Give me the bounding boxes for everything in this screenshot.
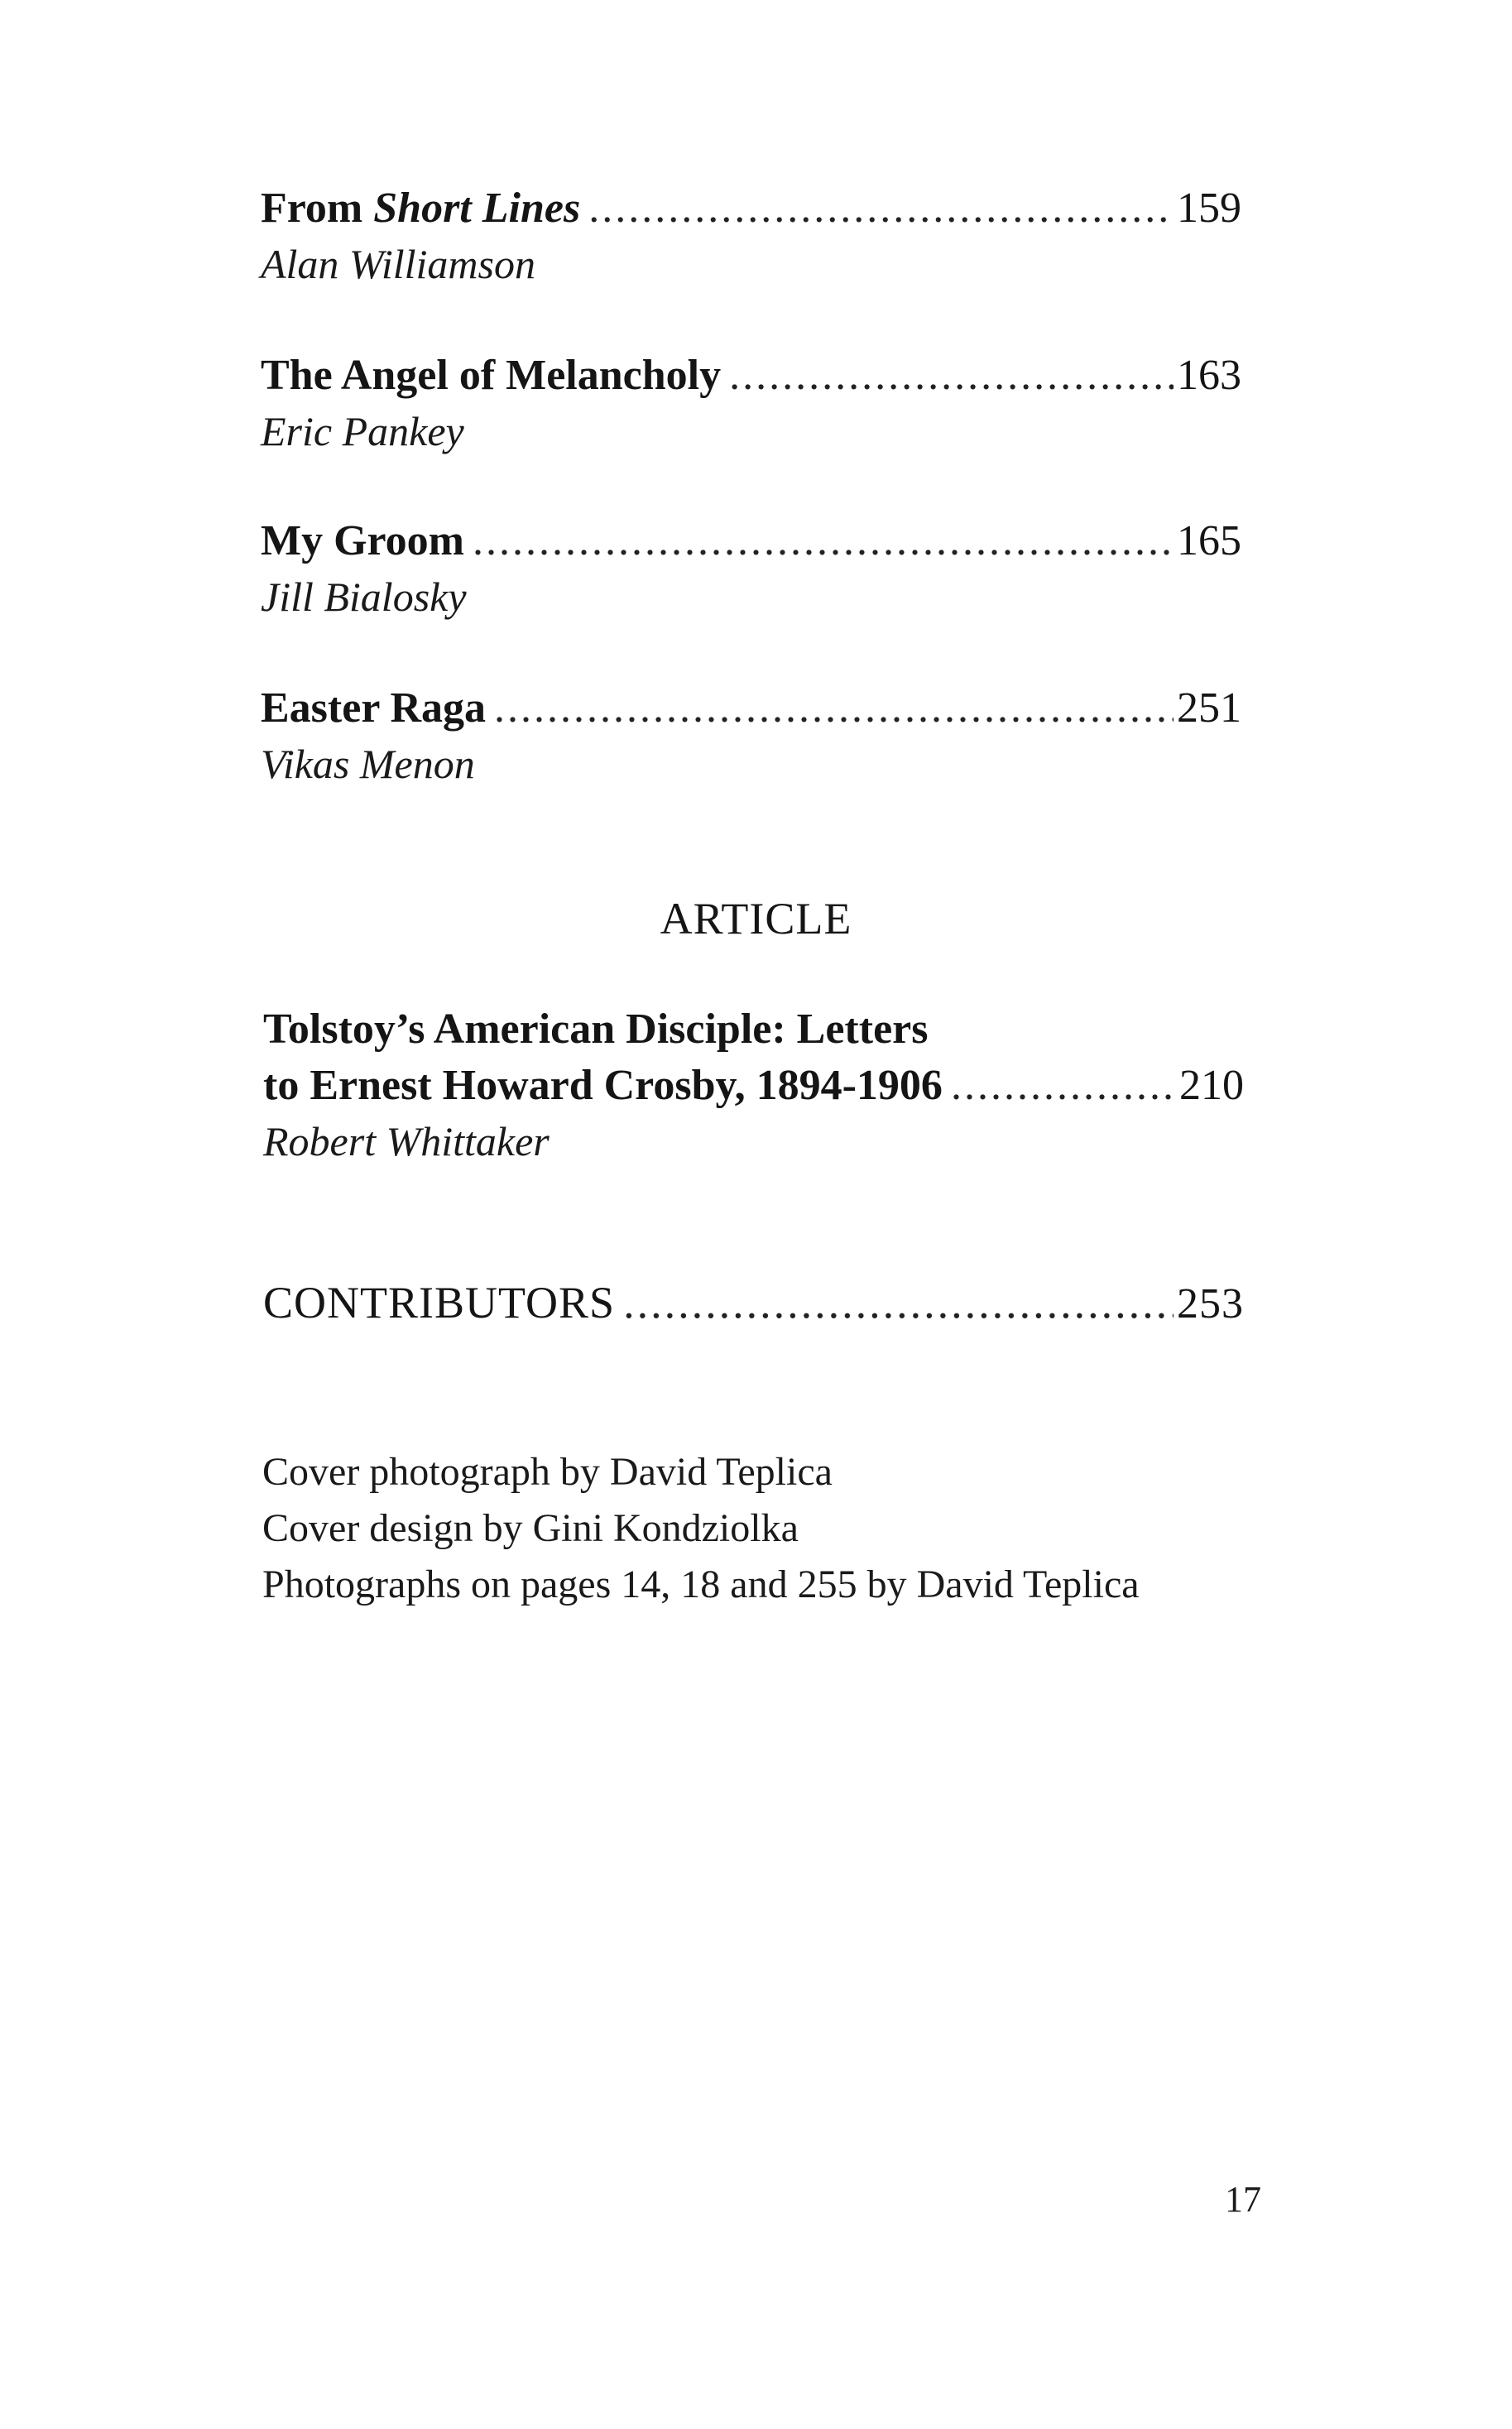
dot-leader: [494, 680, 1174, 737]
entry-title-line: [261, 513, 1241, 569]
entry-page-number: 251: [1177, 684, 1241, 732]
entry-author: Jill Bialosky: [261, 574, 467, 620]
section-heading-article: ARTICLE: [660, 894, 852, 943]
contributors-label: CONTRIBUTORS: [263, 1278, 616, 1327]
entry-page-number: 159: [1177, 185, 1241, 232]
article-entry: [263, 1001, 1244, 1169]
entry-title: [261, 180, 580, 237]
contributors-line: [263, 1275, 1244, 1332]
article-page-number: 210: [1179, 1062, 1244, 1109]
dot-leader: [623, 1275, 1174, 1331]
credit-line: Cover design by Gini Kondziolka: [262, 1506, 799, 1550]
article-title-line-2-text: to Ernest Howard Crosby, 1894-1906: [263, 1062, 943, 1109]
contributors-page-number: 253: [1177, 1280, 1244, 1327]
article-title-line-1: Tolstoy’s American Disciple: Letters: [263, 1006, 929, 1053]
entry-title-prefix: From: [261, 185, 374, 232]
entry-author: Vikas Menon: [261, 741, 475, 787]
article-title-line-2: [263, 1058, 1244, 1114]
entry-page-number: 165: [1177, 517, 1241, 564]
entry-title: The Angel of Melancholy: [261, 352, 722, 399]
entry-author: Eric Pankey: [261, 408, 464, 454]
entry-title-italic: Short Lines: [373, 185, 581, 232]
entry-title-line: [261, 348, 1241, 404]
credit-line: Photographs on pages 14, 18 and 255 by David Teplica: [262, 1563, 1140, 1606]
toc-entry: [261, 348, 1241, 458]
page-number: 17: [1225, 2179, 1261, 2220]
entry-page-number: 163: [1177, 352, 1241, 399]
credits-block: [262, 1444, 1140, 1613]
credit-line: Cover photograph by David Teplica: [262, 1450, 833, 1494]
entry-title: Easter Raga: [261, 684, 487, 732]
toc-entry: [261, 180, 1241, 291]
entry-title-line: [261, 680, 1241, 737]
dot-leader: [473, 513, 1174, 569]
article-author: Robert Whittaker: [263, 1118, 550, 1164]
contributors-entry: [263, 1275, 1244, 1332]
dot-leader: [729, 348, 1174, 404]
dot-leader: [951, 1058, 1176, 1114]
toc-entry: [261, 513, 1241, 624]
entry-title: My Groom: [261, 517, 464, 564]
dot-leader: [588, 180, 1174, 237]
entry-title-line: [261, 180, 1241, 237]
toc-entry: [261, 680, 1241, 791]
entry-author: Alan Williamson: [261, 241, 535, 287]
